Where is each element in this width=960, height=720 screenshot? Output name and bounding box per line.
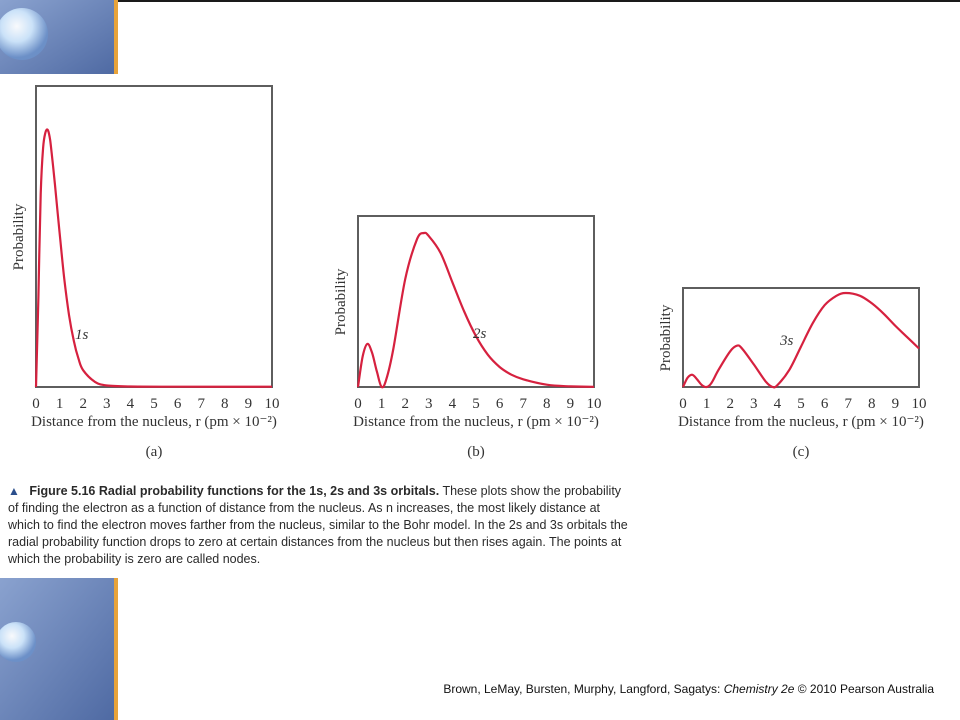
chart-panel-a (11, 86, 280, 460)
plot-frame-b (358, 216, 594, 387)
x-tick-label: 6 (173, 396, 182, 412)
x-tick-label: 2 (401, 396, 409, 412)
x-tick-label: 0 (354, 396, 362, 412)
y-axis-label-a: Probability (11, 203, 27, 271)
caption-body: These plots show the probability of finding the electron as a function of distance from the nucleus. As n increases, the most likely distance at which to find the electron moves farther from the nucleus, similar to the Bohr model. In the 2s and 3s orbitals the radial probability function drops to zero at certain distances from the nucleus but then rises again. The points at which the probability is zero are called nodes. (8, 484, 628, 566)
citation-footer (443, 682, 934, 696)
x-tick-label: 3 (103, 396, 111, 412)
x-tick-label: 8 (221, 396, 229, 412)
x-tick-label: 4 (448, 396, 457, 412)
footer-rights: © 2010 Pearson Australia (797, 682, 934, 696)
x-tick-label: 0 (32, 396, 40, 412)
panel-label-b: (b) (467, 444, 485, 460)
x-tick-label: 8 (543, 396, 551, 412)
x-tick-label: 7 (519, 396, 527, 412)
x-tick-label: 8 (868, 396, 876, 412)
y-axis-label-b: Probability (333, 268, 349, 336)
x-tick-label: 6 (495, 396, 504, 412)
curve-2s (358, 233, 594, 388)
x-tick-label: 9 (891, 396, 900, 412)
footer-book-title: Chemistry 2e (723, 682, 795, 696)
caption-figure-number: Figure 5.16 (29, 484, 96, 498)
x-tick-label: 10 (264, 396, 280, 412)
panel-label-c: (c) (792, 444, 810, 460)
curve-3s (683, 293, 919, 387)
x-tick-label: 7 (197, 396, 205, 412)
corner-decoration-bottom (0, 578, 118, 720)
x-tick-label: 1 (55, 396, 64, 412)
x-ticks-c (679, 396, 926, 412)
x-tick-label: 10 (586, 396, 602, 412)
series-label-3s: 3s (780, 333, 794, 349)
y-axis-label-c: Probability (658, 304, 674, 372)
x-tick-label: 4 (126, 396, 135, 412)
x-axis-label-a: Distance from the nucleus, r (pm × 10⁻²) (31, 414, 277, 430)
curve-1s (36, 129, 272, 387)
x-tick-label: 4 (773, 396, 782, 412)
x-axis-label-b: Distance from the nucleus, r (pm × 10⁻²) (353, 414, 599, 430)
x-tick-label: 9 (244, 396, 253, 412)
x-tick-label: 2 (79, 396, 87, 412)
x-tick-label: 2 (726, 396, 734, 412)
x-tick-label: 0 (679, 396, 687, 412)
x-tick-label: 7 (844, 396, 852, 412)
triangle-marker-icon: ▲ (8, 484, 20, 498)
figure-caption (8, 483, 628, 568)
x-tick-label: 5 (150, 396, 158, 412)
x-tick-label: 5 (797, 396, 805, 412)
x-ticks-b (354, 396, 601, 412)
series-label-2s: 2s (473, 326, 487, 342)
chart-panel-b (333, 216, 602, 460)
panel-label-a: (a) (145, 444, 163, 460)
x-ticks-a (32, 396, 279, 412)
chart-panel-c (658, 288, 927, 460)
plot-frame-a (36, 86, 272, 387)
x-tick-label: 1 (377, 396, 386, 412)
x-axis-label-c: Distance from the nucleus, r (pm × 10⁻²) (678, 414, 924, 430)
x-tick-label: 9 (566, 396, 575, 412)
x-tick-label: 1 (702, 396, 711, 412)
x-tick-label: 10 (911, 396, 927, 412)
footer-authors: Brown, LeMay, Bursten, Murphy, Langford, Sagatys: (443, 682, 721, 696)
x-tick-label: 6 (820, 396, 829, 412)
x-tick-label: 3 (425, 396, 433, 412)
caption-title: Radial probability functions for the 1s, 2s and 3s orbitals. (98, 484, 440, 498)
series-label-1s: 1s (75, 327, 89, 343)
x-tick-label: 5 (472, 396, 480, 412)
x-tick-label: 3 (750, 396, 758, 412)
